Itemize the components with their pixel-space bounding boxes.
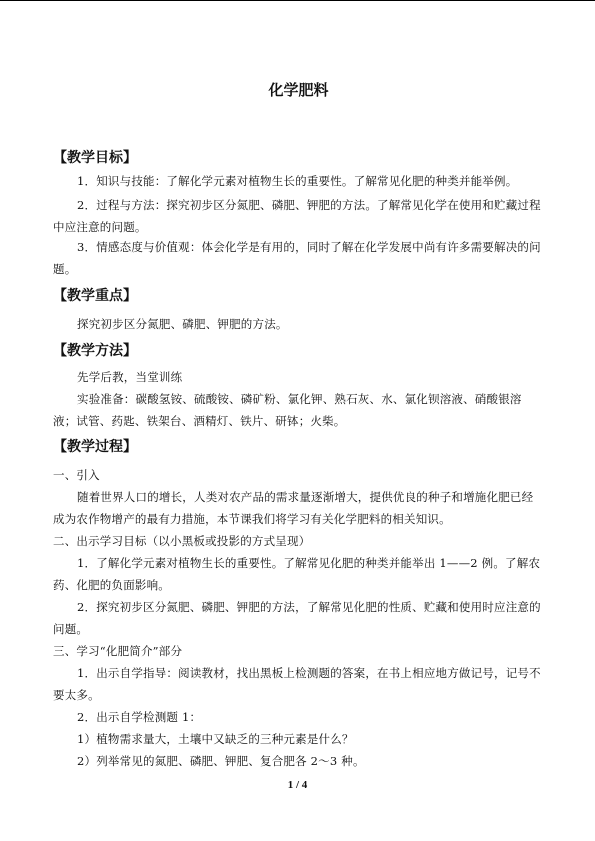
process-part3-item1: 1．出示自学指导：阅读教材，找出黑板上检测题的答案，在书上相应地方做记号，记号不要太多。 bbox=[53, 666, 541, 702]
goal-item-1: 1．知识与技能：了解化学元素对植物生长的重要性。了解常见化肥的种类并能举例。 bbox=[77, 174, 518, 188]
process-part2-title: 二、出示学习目标（以小黑板或投影的方式呈现） bbox=[53, 534, 311, 548]
process-part3-q2: 2）列举常见的氮肥、磷肥、钾肥、复合肥各 2～3 种。 bbox=[77, 754, 365, 768]
process-part2-item2: 2．探究初步区分氮肥、磷肥、钾肥的方法，了解常见化肥的性质、贮藏和使用时应注意的问题。 bbox=[53, 600, 541, 636]
key-text: 探究初步区分氮肥、磷肥、钾肥的方法。 bbox=[77, 317, 288, 331]
goal-item-3: 3．情感态度与价值观：体会化学是有用的，同时了解在化学发展中尚有许多需要解决的问题。 bbox=[53, 240, 541, 276]
document-title: 化学肥料 bbox=[268, 81, 329, 99]
page-number: 1 / 4 bbox=[287, 779, 308, 791]
goal-item-2: 2．过程与方法：探究初步区分氮肥、磷肥、钾肥的方法。了解常见化学在使用和贮藏过程中应注意的问题。 bbox=[53, 198, 541, 234]
top-rule bbox=[0, 0, 595, 1]
process-part2-item1: 1．了解化学元素对植物生长的重要性。了解常见化肥的种类并能举出 1——2 例。了解农药、化肥的负面影响。 bbox=[53, 556, 541, 592]
method-line-1: 先学后教，当堂训练 bbox=[77, 370, 183, 384]
process-part1-title: 一、引入 bbox=[53, 468, 100, 482]
process-part1-text: 随着世界人口的增长，人类对农产品的需求量逐渐增大，提供优良的种子和增施化肥已经成为农作物增产的最有力措施，本节课我们将学习有关化学肥料的相关知识。 bbox=[53, 490, 534, 526]
heading-key: 【教学重点】 bbox=[53, 288, 137, 304]
heading-goals: 【教学目标】 bbox=[53, 150, 137, 166]
process-part3-title: 三、学习“化肥简介”部分 bbox=[53, 644, 183, 658]
method-line-2: 实验准备：碳酸氢铵、硫酸铵、磷矿粉、氯化钾、熟石灰、水、氯化钡溶液、硝酸银溶液；试管、药匙、铁架台、酒精灯、铁片、研钵；火柴。 bbox=[53, 392, 522, 428]
heading-process: 【教学过程】 bbox=[53, 439, 137, 455]
heading-method: 【教学方法】 bbox=[53, 343, 137, 359]
process-part3-q1: 1）植物需求量大，土壤中又缺乏的三种元素是什么？ bbox=[77, 732, 354, 746]
process-part3-item2: 2．出示自学检测题 1： bbox=[77, 710, 202, 724]
